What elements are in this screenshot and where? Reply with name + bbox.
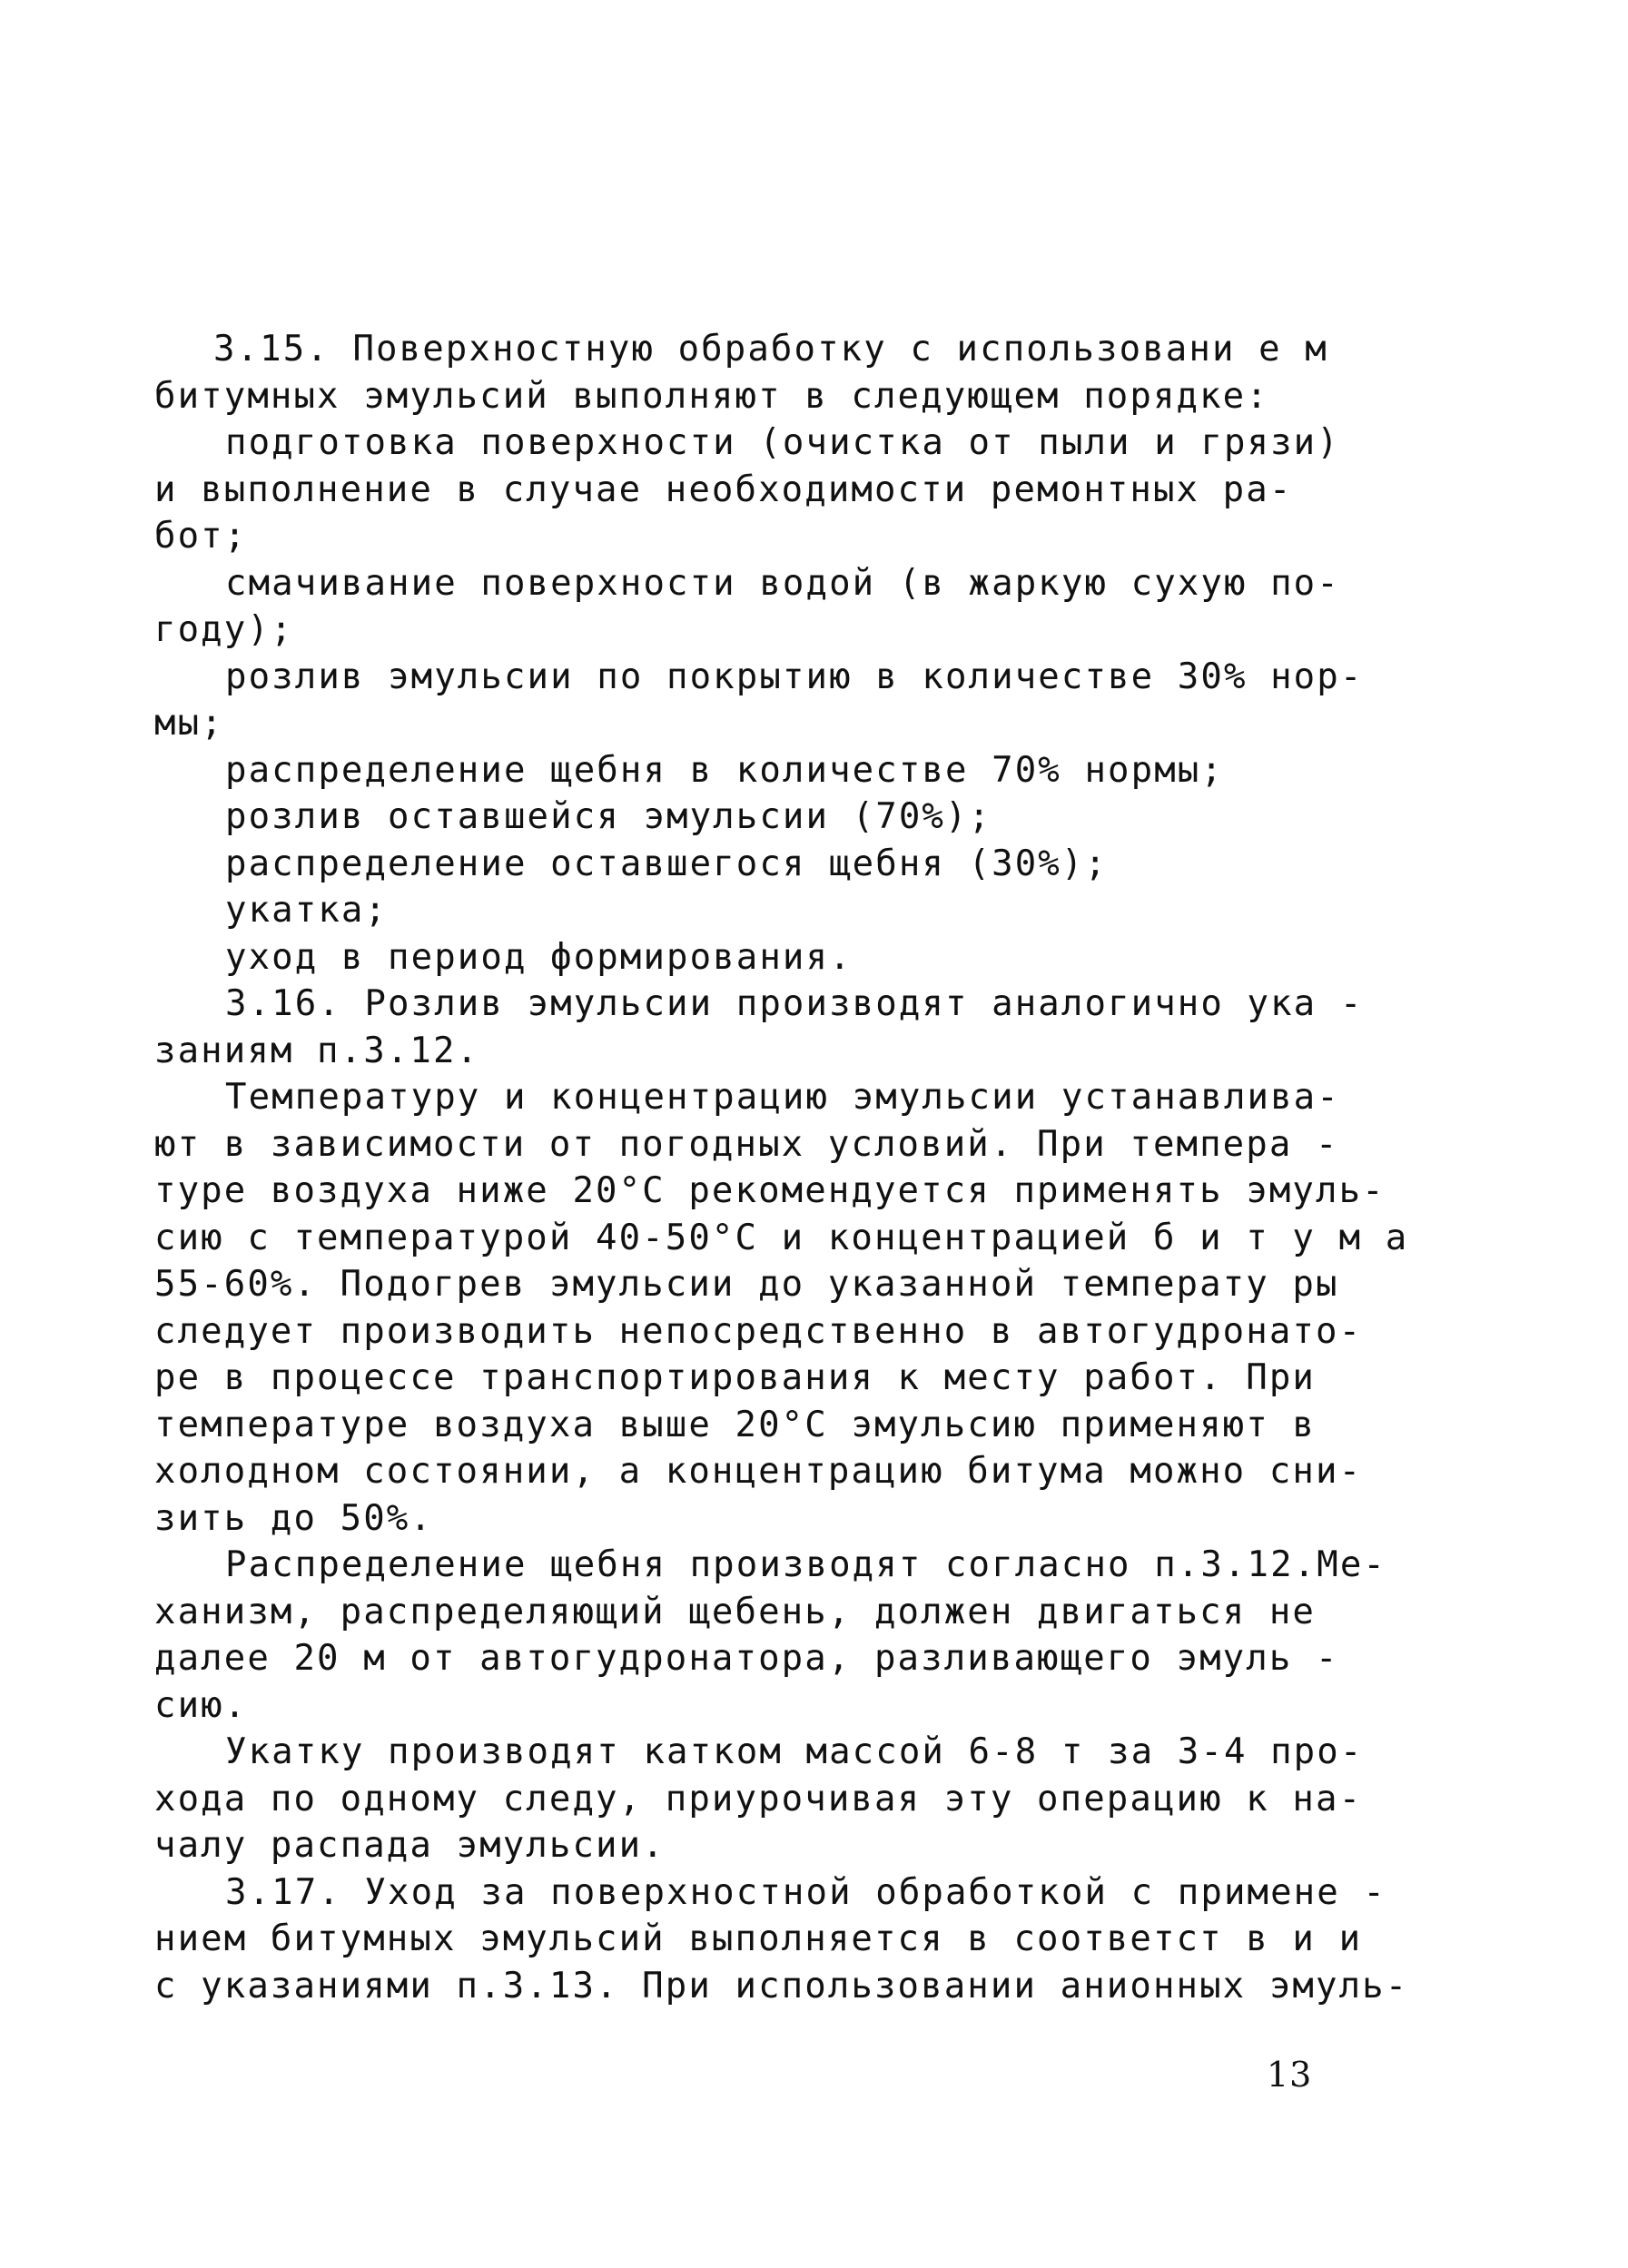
text-line: битумных эмульсий выполняют в следующем порядке:: [154, 376, 1269, 417]
text-line: нием битумных эмульсий выполняется в соответст в и и: [154, 1918, 1363, 1959]
text-line: 3.16. Розлив эмульсии производят аналогично ука -: [225, 983, 1364, 1024]
text-line: распределение щебня в количестве 70% нормы;: [225, 750, 1224, 791]
text-line: 55-60%. Подогрев эмульсии до указанной температу ры: [154, 1264, 1339, 1305]
text-line: уход в период формирования.: [225, 937, 853, 978]
text-line: и выполнение в случае необходимости ремонтных ра-: [154, 469, 1293, 510]
text-line: мы;: [154, 703, 224, 744]
text-line: ре в процессе транспортирования к месту работ. При: [154, 1357, 1316, 1398]
text-line: подготовка поверхности (очистка от пыли и грязи): [225, 422, 1340, 463]
text-line: 3.15. Поверхностную обработку с использовани е м: [213, 329, 1328, 370]
text-line: туре воздуха ниже 20°С рекомендуется применять эмуль-: [154, 1170, 1386, 1211]
page-number: 13: [1267, 2055, 1313, 2095]
text-line: розлив оставшейся эмульсии (70%);: [225, 796, 992, 837]
text-line: распределение оставшегося щебня (30%);: [225, 843, 1109, 884]
text-line: Температуру и концентрацию эмульсии устанавлива-: [225, 1077, 1340, 1118]
text-line: бот;: [154, 516, 248, 557]
text-line: зить до 50%.: [154, 1498, 433, 1539]
text-line: розлив эмульсии по покрытию в количестве 30% нор-: [225, 656, 1364, 697]
text-line: далее 20 м от автогудронатора, разливающего эмуль -: [154, 1638, 1339, 1679]
text-line: 3.17. Уход за поверхностной обработкой с примене -: [225, 1872, 1386, 1913]
text-line: холодном состоянии, а концентрацию битума можно сни-: [154, 1451, 1363, 1492]
text-line: заниям п.3.12.: [154, 1030, 480, 1071]
text-line: Распределение щебня производят согласно п.3.12.Ме-: [225, 1544, 1386, 1585]
text-line: с указаниями п.3.13. При использовании анионных эмуль-: [154, 1966, 1409, 2007]
text-line: чалу распада эмульсии.: [154, 1825, 666, 1866]
text-line: смачивание поверхности водой (в жаркую сухую по-: [225, 563, 1340, 604]
text-line: Укатку производят катком массой 6-8 т за 3-4 про-: [225, 1731, 1364, 1772]
text-line: ханизм, распределяющий щебень, должен двигаться не: [154, 1592, 1316, 1632]
text-line: сию с температурой 40-50°С и концентрацией б и т у м а: [154, 1218, 1409, 1258]
text-line: ют в зависимости от погодных условий. При темпера -: [154, 1124, 1339, 1165]
text-line: году);: [154, 609, 294, 650]
text-line: температуре воздуха выше 20°С эмульсию применяют в: [154, 1405, 1316, 1445]
text-line: следует производить непосредственно в автогудронато-: [154, 1311, 1363, 1352]
text-line: укатка;: [225, 890, 389, 931]
text-line: хода по одному следу, приурочивая эту операцию к на-: [154, 1779, 1363, 1819]
text-line: сию.: [154, 1685, 248, 1726]
